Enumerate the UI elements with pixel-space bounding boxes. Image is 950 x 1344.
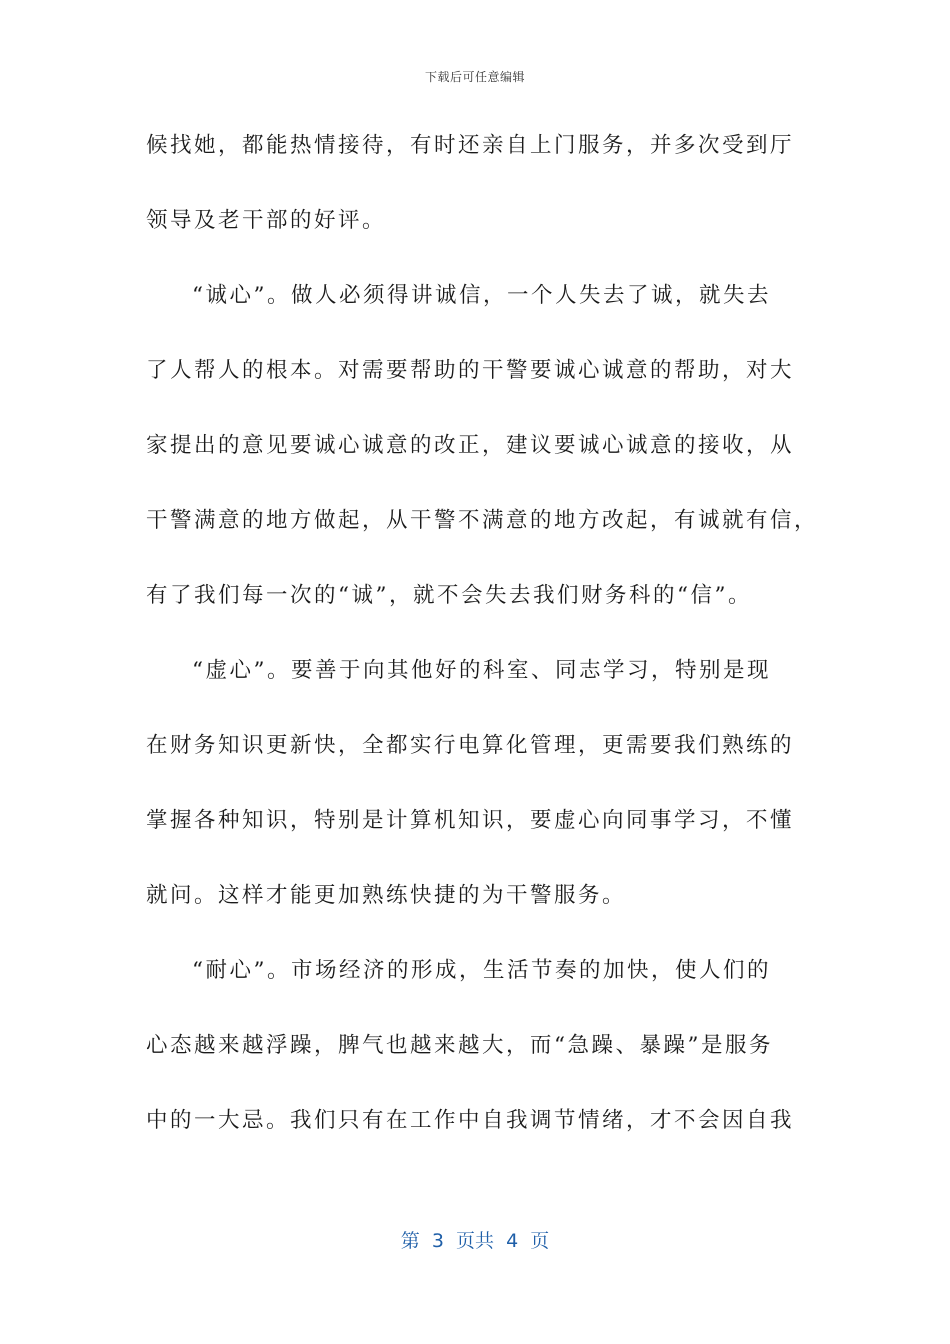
page-number-footer: 第 3 页共 4 页 xyxy=(400,1230,550,1252)
body-line: 有了我们每一次的“诚”，就不会失去我们财务科的“信”。 xyxy=(146,583,752,608)
paragraph-start-line: “虚心”。要善于向其他好的科室、同志学习，特别是现 xyxy=(192,658,771,683)
header-note: 下载后可任意编辑 xyxy=(424,70,525,84)
paragraph-start-line: “耐心”。市场经济的形成，生活节奏的加快，使人们的 xyxy=(192,958,771,983)
body-line: 掌握各种知识，特别是计算机知识，要虚心向同事学习，不懂 xyxy=(146,808,795,833)
document-body xyxy=(146,126,819,1176)
body-line: 家提出的意见要诚心诚意的改正，建议要诚心诚意的接收，从 xyxy=(146,433,795,458)
body-line: 在财务知识更新快，全都实行电算化管理，更需要我们熟练的 xyxy=(146,733,795,758)
body-line: 干警满意的地方做起，从干警不满意的地方改起，有诚就有信， xyxy=(146,508,819,533)
body-line: 就问。这样才能更加熟练快捷的为干警服务。 xyxy=(146,883,627,908)
body-line: 候找她，都能热情接待，有时还亲自上门服务，并多次受到厅 xyxy=(146,133,795,158)
body-line: 中的一大忌。我们只有在工作中自我调节情绪，才不会因自我 xyxy=(146,1108,795,1133)
paragraph-start-line: “诚心”。做人必须得讲诚信，一个人失去了诚，就失去 xyxy=(192,283,771,308)
body-line: 领导及老干部的好评。 xyxy=(146,208,387,233)
body-line: 了人帮人的根本。对需要帮助的干警要诚心诚意的帮助，对大 xyxy=(146,358,795,383)
body-line: 心态越来越浮躁，脾气也越来越大，而“急躁、暴躁”是服务 xyxy=(146,1033,773,1058)
